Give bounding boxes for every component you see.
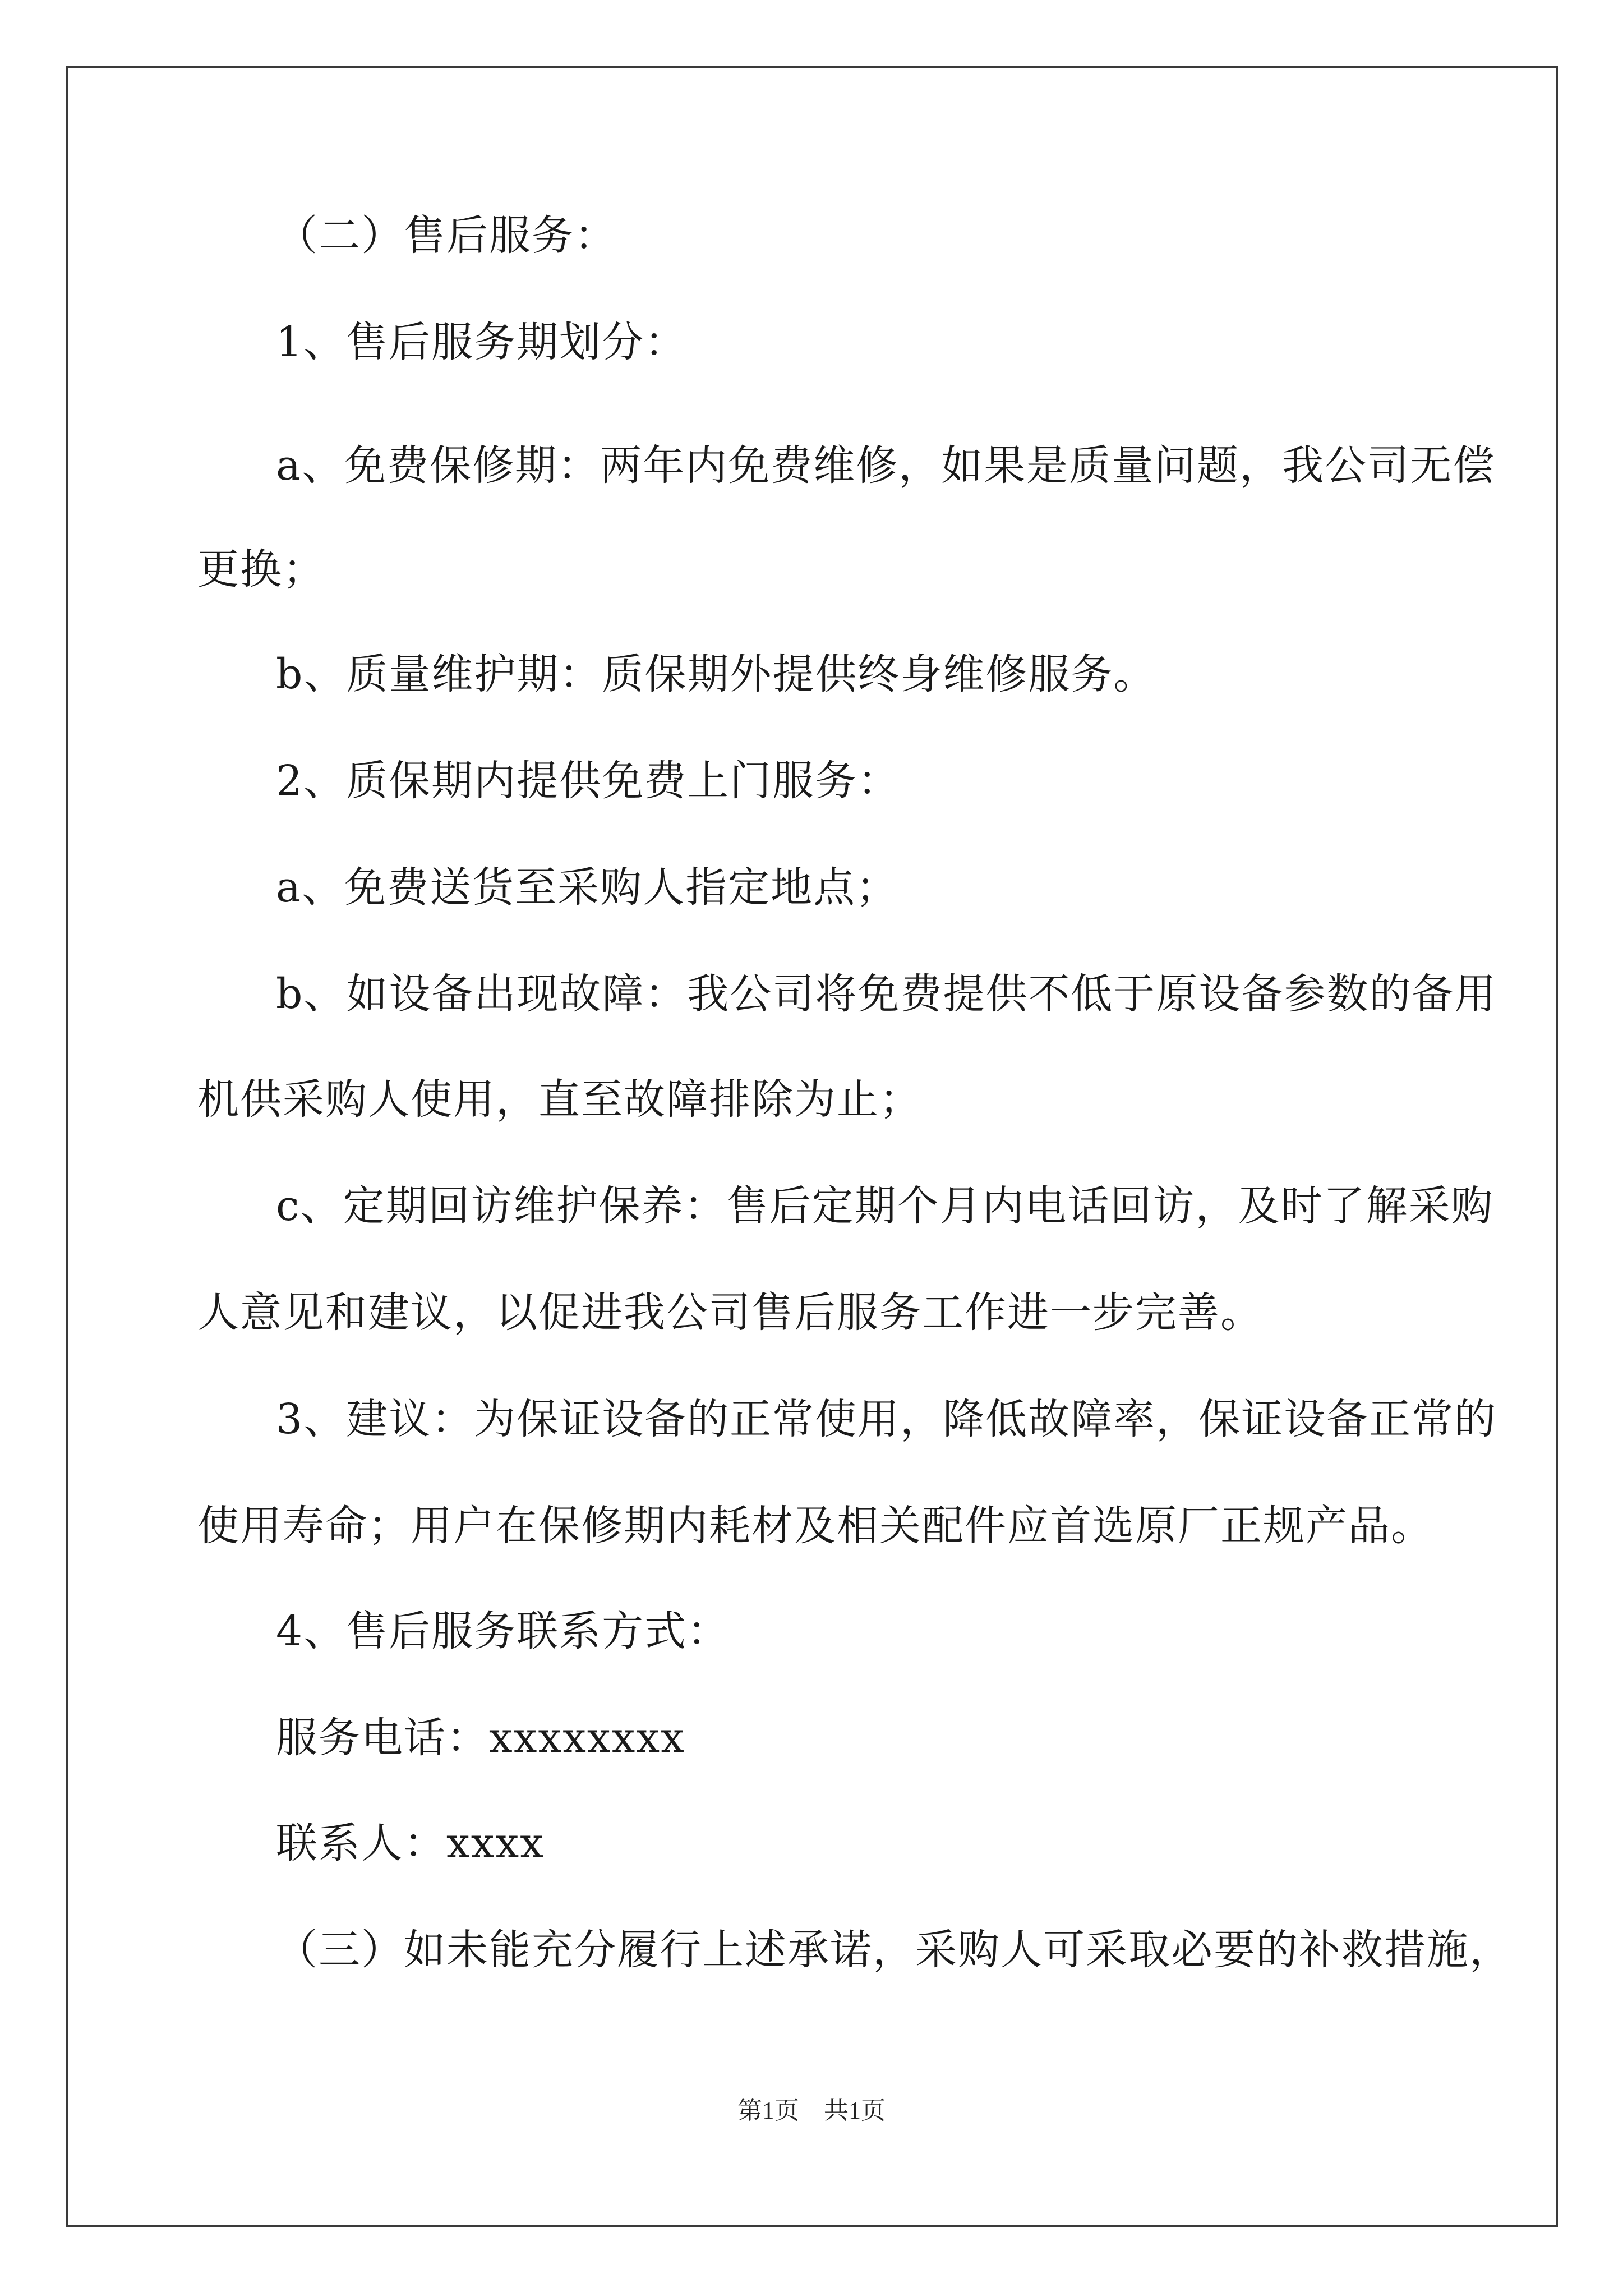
section-three-text: （三）如未能充分履行上述承诺，采购人可采取必要的补救措施， [276, 1926, 1512, 1974]
item-1-heading: 1、售后服务期划分： [276, 318, 688, 366]
item-3-text: 3、建议：为保证设备的正常使用，降低故障率，保证设备正常的 [276, 1395, 1497, 1443]
page-number: 第1页 共1页 [737, 2097, 886, 2124]
item-2b-text: b、如设备出现故障：我公司将免费提供不低于原设备参数的备用 [276, 970, 1497, 1018]
item-2-heading: 2、质保期内提供免费上门服务： [276, 757, 901, 805]
service-phone: 服务电话：xxxxxxxx [276, 1714, 685, 1762]
item-1a-text-cont: 更换； [197, 545, 325, 593]
page-border [66, 66, 1558, 2227]
contact-person: 联系人：xxxx [276, 1819, 545, 1867]
section-heading-after-sales: （二）售后服务： [276, 211, 617, 260]
item-2c-text-cont: 人意见和建议，以促进我公司售后服务工作进一步完善。 [197, 1289, 1263, 1337]
item-1b-text: b、质量维护期：质保期外提供终身维修服务。 [276, 650, 1156, 698]
item-2a-text: a、免费送货至采购人指定地点； [276, 863, 899, 912]
item-4-heading: 4、售后服务联系方式： [276, 1607, 730, 1655]
item-2b-text-cont: 机供采购人使用，直至故障排除为止； [197, 1075, 922, 1124]
item-2c-text: c、定期回访维护保养：售后定期个月内电话回访，及时了解采购 [276, 1182, 1494, 1230]
item-3-text-cont: 使用寿命；用户在保修期内耗材及相关配件应首选原厂正规产品。 [197, 1502, 1433, 1550]
item-1a-text: a、免费保修期：两年内免费维修，如果是质量问题，我公司无偿 [276, 441, 1496, 490]
